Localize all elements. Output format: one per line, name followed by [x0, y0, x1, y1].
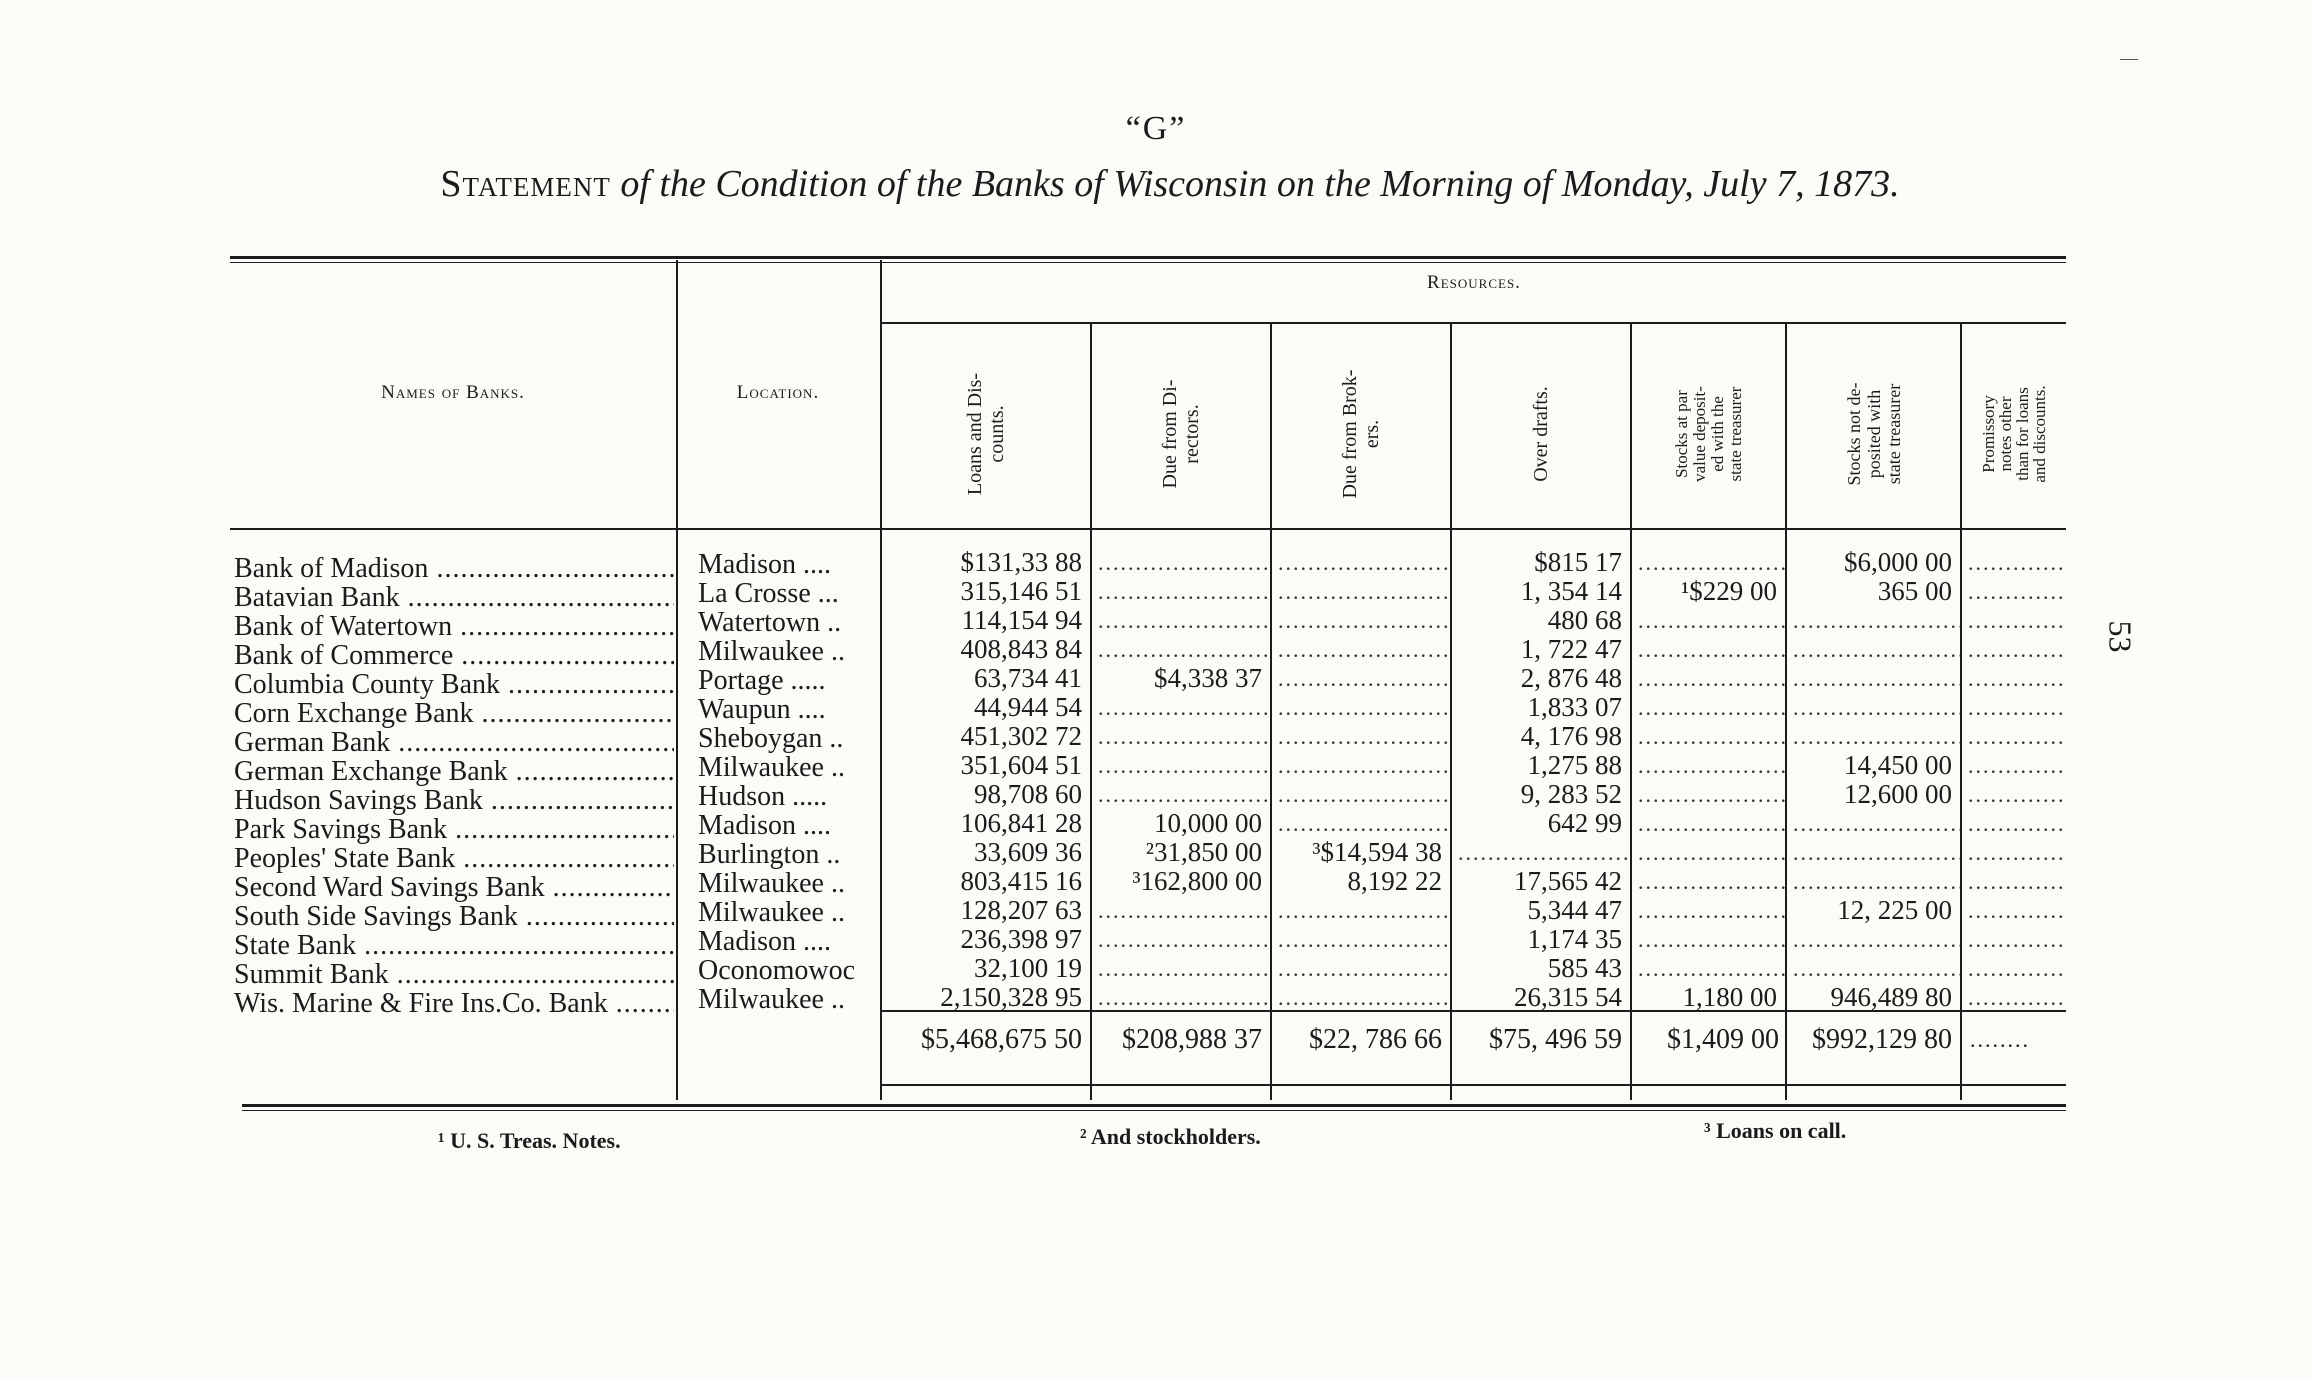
cell-brokers: 8,192 22: [1347, 867, 1442, 896]
cell-stocks-not: 12,600 00: [1844, 780, 1952, 809]
cell-notes: [1962, 693, 2066, 722]
cell-loans: 451,302 72: [960, 722, 1082, 751]
cell-stocks-dep: [1632, 635, 1785, 664]
bank-location: Milwaukee ..: [698, 869, 845, 898]
locations-column: [698, 550, 908, 1014]
total-due-directors: $208,988 37: [1122, 1024, 1262, 1055]
bottom-rule-thick: [242, 1104, 2066, 1107]
cell-stocks-dep: 1,180 00: [1682, 983, 1777, 1012]
cell-stocks-dep: [1632, 954, 1785, 983]
total-overdrafts: $75, 496 59: [1489, 1024, 1622, 1055]
cell-directors: [1092, 751, 1270, 780]
bottom-rule-thin: [242, 1110, 2066, 1111]
cell-stocks-dep: [1632, 838, 1785, 867]
total-loans: $5,468,675 50: [921, 1024, 1082, 1055]
bank-name: Batavian Bank .....: [234, 583, 674, 612]
cell-notes: [1962, 838, 2066, 867]
cell-directors: ²31,850 00: [1145, 838, 1262, 867]
cell-directors: [1092, 577, 1270, 606]
margin-mark: —: [2120, 48, 2138, 68]
header-overdrafts: Over drafts.: [1530, 386, 1552, 482]
page-number: 53: [2102, 620, 2139, 653]
bank-location: Madison ....: [698, 811, 831, 840]
cell-loans: 803,415 16: [960, 867, 1082, 896]
cell-stocks-dep: ¹$229 00: [1681, 577, 1777, 606]
cell-stocks-dep: [1632, 925, 1785, 954]
bank-location: Milwaukee ..: [698, 985, 845, 1014]
cell-stocks-not: 12, 225 00: [1837, 896, 1952, 925]
cell-loans: 44,944 54: [974, 693, 1082, 722]
top-rule: [230, 256, 2066, 259]
cell-brokers: [1272, 896, 1450, 925]
cell-loans: 236,398 97: [960, 925, 1082, 954]
cell-directors: [1092, 780, 1270, 809]
cell-brokers: [1272, 548, 1450, 577]
cell-loans: 106,841 28: [960, 809, 1082, 838]
resources-rule: [882, 322, 2066, 324]
bank-name: Columbia County Bank .....: [234, 670, 674, 699]
bank-name: Wis. Marine & Fire Ins.Co. Bank .....: [234, 989, 674, 1018]
cell-stocks-not: [1787, 635, 1960, 664]
totals-row: [230, 1020, 2066, 1060]
cell-notes: [1962, 751, 2066, 780]
cell-brokers: ³$14,594 38: [1312, 838, 1442, 867]
cell-stocks-dep: [1632, 809, 1785, 838]
total-promissory-notes: [1970, 1020, 2066, 1060]
bank-name: Second Ward Savings Bank .....: [234, 873, 674, 902]
cell-stocks-not: 946,489 80: [1830, 983, 1952, 1012]
cell-stocks-not: [1787, 693, 1960, 722]
cell-brokers: [1272, 780, 1450, 809]
cell-directors: 10,000 00: [1154, 809, 1262, 838]
bank-location: Sheboygan ..: [698, 724, 844, 753]
cell-brokers: [1272, 751, 1450, 780]
cell-overdrafts: 1, 722 47: [1520, 635, 1622, 664]
cell-stocks-not: [1787, 925, 1960, 954]
cell-loans: 63,734 41: [974, 664, 1082, 693]
cell-notes: [1962, 635, 2066, 664]
stocks-deposited-column: [1632, 548, 1785, 1012]
cell-directors: [1092, 635, 1270, 664]
cell-notes: [1962, 867, 2066, 896]
total-stocks-not-deposited: $992,129 80: [1812, 1024, 1952, 1055]
cell-stocks-dep: [1632, 548, 1785, 577]
cell-overdrafts: 1,833 07: [1527, 693, 1622, 722]
cell-stocks-not: [1787, 954, 1960, 983]
loans-column: [882, 548, 1090, 1012]
cell-notes: [1962, 896, 2066, 925]
cell-directors: [1092, 925, 1270, 954]
bank-location: Burlington ..: [698, 840, 841, 869]
cell-notes: [1962, 664, 2066, 693]
cell-notes: [1962, 548, 2066, 577]
cell-loans: 2,150,328 95: [940, 983, 1082, 1012]
cell-notes: [1962, 983, 2066, 1012]
cell-directors: [1092, 606, 1270, 635]
cell-notes: [1962, 925, 2066, 954]
cell-loans: $131,33 88: [960, 548, 1082, 577]
cell-stocks-not: [1787, 664, 1960, 693]
header-location: Location.: [736, 382, 820, 403]
cell-stocks-dep: [1632, 780, 1785, 809]
bank-name: State Bank .....: [234, 931, 674, 960]
cell-stocks-dep: [1632, 606, 1785, 635]
bank-condition-table: [230, 232, 2080, 1132]
cell-loans: 33,609 36: [974, 838, 1082, 867]
bank-name: Corn Exchange Bank .....: [234, 699, 674, 728]
bank-name: Bank of Commerce .....: [234, 641, 674, 670]
cell-overdrafts: 1,174 35: [1527, 925, 1622, 954]
cell-overdrafts: 17,565 42: [1514, 867, 1622, 896]
cell-stocks-dep: [1632, 867, 1785, 896]
header-names: Names of Banks.: [381, 382, 525, 403]
cell-brokers: [1272, 983, 1450, 1012]
bank-name: Summit Bank .....: [234, 960, 674, 989]
bank-location: Hudson .....: [698, 782, 828, 811]
cell-notes: [1962, 606, 2066, 635]
bank-location: Oconomowoc: [698, 956, 856, 985]
cell-notes: [1962, 780, 2066, 809]
cell-stocks-dep: [1632, 896, 1785, 925]
bank-name: Peoples' State Bank .....: [234, 844, 674, 873]
cell-brokers: [1272, 577, 1450, 606]
cell-overdrafts: 1, 354 14: [1520, 577, 1622, 606]
bank-name: South Side Savings Bank .....: [234, 902, 674, 931]
header-promissory-notes: Promissory notes other than for loans and discounts.: [1979, 385, 2049, 483]
cell-directors: $4,338 37: [1154, 664, 1262, 693]
cell-loans: 32,100 19: [974, 954, 1082, 983]
cell-stocks-not: 365 00: [1877, 577, 1952, 606]
cell-stocks-not: 14,450 00: [1844, 751, 1952, 780]
cell-directors: [1092, 983, 1270, 1012]
footnote-1: ¹ U. S. Treas. Notes.: [438, 1128, 621, 1153]
bank-location: Portage .....: [698, 666, 826, 695]
cell-overdrafts: 26,315 54: [1514, 983, 1622, 1012]
due-directors-column: [1092, 548, 1270, 1012]
bank-name: Hudson Savings Bank .....: [234, 786, 674, 815]
cell-brokers: [1272, 635, 1450, 664]
cell-loans: 408,843 84: [960, 635, 1082, 664]
stocks-not-deposited-column: [1787, 548, 1960, 1012]
bank-location: Madison ....: [698, 550, 831, 579]
footnote-3: ³ Loans on call.: [1704, 1118, 1847, 1143]
cell-loans: 128,207 63: [960, 896, 1082, 925]
bank-location: Watertown ..: [698, 608, 842, 637]
cell-overdrafts: [1452, 838, 1630, 867]
cell-stocks-dep: [1632, 693, 1785, 722]
cell-brokers: [1272, 954, 1450, 983]
cell-directors: [1092, 896, 1270, 925]
cell-overdrafts: 4, 176 98: [1520, 722, 1622, 751]
cell-brokers: [1272, 664, 1450, 693]
cell-directors: [1092, 548, 1270, 577]
cell-overdrafts: 585 43: [1547, 954, 1622, 983]
cell-notes: [1962, 809, 2066, 838]
cell-overdrafts: 1,275 88: [1527, 751, 1622, 780]
cell-brokers: [1272, 693, 1450, 722]
bank-location: Madison ....: [698, 927, 831, 956]
cell-stocks-not: [1787, 809, 1960, 838]
due-brokers-column: [1272, 548, 1450, 1012]
section-heading: “G”: [1125, 110, 1187, 147]
bank-location: Milwaukee ..: [698, 898, 845, 927]
cell-brokers: [1272, 925, 1450, 954]
cell-brokers: [1272, 809, 1450, 838]
cell-notes: [1962, 722, 2066, 751]
cell-overdrafts: 2, 876 48: [1520, 664, 1622, 693]
cell-stocks-dep: [1632, 664, 1785, 693]
header-loans: Loans and Dis- counts.: [964, 372, 1008, 496]
bank-name: Bank of Watertown .....: [234, 612, 674, 641]
header-due-brokers: Due from Brok- ers.: [1339, 369, 1383, 499]
bank-location: La Crosse ...: [698, 579, 839, 608]
cell-stocks-not: $6,000 00: [1844, 548, 1952, 577]
cell-loans: 351,604 51: [960, 751, 1082, 780]
overdrafts-column: [1452, 548, 1630, 1012]
cell-stocks-dep: [1632, 751, 1785, 780]
bank-name: German Bank .....: [234, 728, 674, 757]
title-rest: of the Condition of the Banks of Wisconsin on the Morning of Monday, July 7, 1873.: [620, 163, 1900, 205]
bank-name: German Exchange Bank .....: [234, 757, 674, 786]
promissory-notes-column: [1962, 548, 2066, 1012]
cell-stocks-not: [1787, 722, 1960, 751]
cell-stocks-not: [1787, 606, 1960, 635]
cell-overdrafts: 9, 283 52: [1520, 780, 1622, 809]
cell-loans: 114,154 94: [961, 606, 1082, 635]
bottom-rule: [882, 1084, 2066, 1086]
top-rule-thin: [230, 262, 2066, 263]
cell-stocks-not: [1787, 838, 1960, 867]
bank-name: Bank of Madison .....: [234, 554, 674, 583]
cell-overdrafts: $815 17: [1534, 548, 1622, 577]
bank-names-column: [234, 554, 674, 1018]
cell-stocks-dep: [1632, 722, 1785, 751]
cell-notes: [1962, 954, 2066, 983]
footnote-2: ² And stockholders.: [1080, 1124, 1261, 1149]
title-lead: Statement: [440, 163, 611, 205]
cell-directors: [1092, 722, 1270, 751]
header-stocks-deposited: Stocks at par value deposit- ed with the state treasurer: [1671, 386, 1745, 482]
header-due-directors: Due from Di- rectors.: [1159, 379, 1203, 489]
header-resources: Resources.: [1427, 272, 1521, 293]
cell-loans: 98,708 60: [974, 780, 1082, 809]
cell-stocks-not: [1787, 867, 1960, 896]
bank-location: Milwaukee ..: [698, 637, 845, 666]
header-stocks-not-deposited: Stocks not de- posited with state treasurer: [1843, 382, 1904, 486]
bank-location: Milwaukee ..: [698, 753, 845, 782]
cell-notes: [1962, 577, 2066, 606]
cell-brokers: [1272, 606, 1450, 635]
cell-loans: 315,146 51: [960, 577, 1082, 606]
bank-name: Park Savings Bank .....: [234, 815, 674, 844]
total-due-brokers: $22, 786 66: [1309, 1024, 1442, 1055]
cell-directors: [1092, 693, 1270, 722]
statement-title: [300, 162, 2040, 206]
cell-brokers: [1272, 722, 1450, 751]
total-stocks-deposited: $1,409 00: [1667, 1024, 1779, 1055]
cell-overdrafts: 480 68: [1547, 606, 1622, 635]
cell-directors: ³162,800 00: [1132, 867, 1262, 896]
header-bottom-rule: [230, 528, 2066, 530]
cell-overdrafts: 642 99: [1547, 809, 1622, 838]
bank-location: Waupun ....: [698, 695, 826, 724]
cell-directors: [1092, 954, 1270, 983]
cell-overdrafts: 5,344 47: [1527, 896, 1622, 925]
